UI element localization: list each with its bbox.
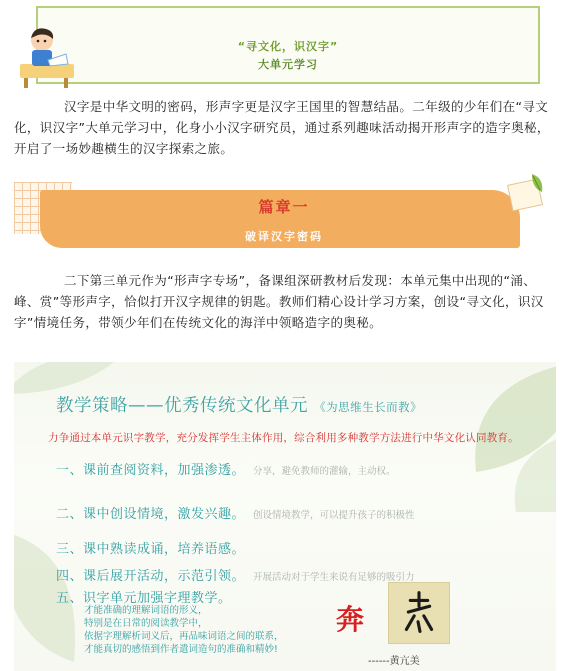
strategy-item-label: 四、课后展开活动，示范引领。: [56, 569, 246, 584]
chapter-title: 篇章一: [258, 198, 310, 216]
strategy-item-note: 创设情境教学，可以提升孩子的积极性: [253, 510, 415, 521]
chapter-header: [14, 168, 554, 258]
strategy-item-label: 三、课中熟读成诵，培养语感。: [56, 542, 246, 557]
strategy-item-note: 开展活动对于学生来说有足够的吸引力: [253, 572, 415, 583]
header-banner: [14, 6, 540, 86]
teaching-strategy-panel: [14, 362, 556, 671]
strategy-item-label: 二、课中创设情境，激发兴趣。: [56, 507, 246, 522]
sub-line: 依据字理解析词义后，再品味词语之间的联系，: [84, 631, 284, 642]
strategy-intro: 力争通过本单元识字教学，充分发挥学生主体作用，综合利用多种教学方法进行中华文化认同教育。: [48, 432, 519, 444]
strategy-item: [56, 459, 396, 478]
strategy-item-label: 一、课前查阅资料，加强渗透。: [56, 463, 246, 478]
banner-title: “寻文化，识汉字”: [237, 40, 339, 53]
calligraphy-glyph-image: [388, 582, 450, 644]
banner-subtitle: 大单元学习: [258, 58, 318, 71]
strategy-item-note: 分享，避免教师的灌输，主动权。: [253, 466, 396, 477]
sub-line: 才能真切的感悟到作者遣词造句的准确和精妙!: [84, 644, 278, 655]
strategy-title: [56, 392, 422, 417]
strategy-item: [56, 538, 245, 557]
strategy-item: [56, 503, 415, 522]
signature: ------黄亢美: [368, 656, 420, 667]
intro-paragraph: 汉字是中华文明的密码，形声字更是汉字王国里的智慧结晶。二年级的少年们在“寻文化，识汉字”大单元学习中，化身小小汉字研究员，通过系列趣味活动揭开形声字的造字奥秘，开启了一场妙趣横生的汉字探索之旅。: [14, 99, 550, 156]
banner-frame: [36, 6, 540, 84]
chapter-paragraph: 二下第三单元作为“形声字专场”，备课组深研教材后发现：本单元集中出现的“涌、峰、赏”等形声字，恰似打开汉字规律的钥匙。教师们精心设计学习方案，创设“寻文化，识汉字”情境任务，带领少年们在传统文化的海洋中领略造字的奥秘。: [14, 273, 544, 330]
example-character: 奔: [336, 603, 365, 636]
strategy-title-main: 教学策略——优秀传统文化单元: [56, 396, 308, 416]
sub-line: 特别是在日常的阅读教学中，: [84, 618, 208, 629]
strategy-sub-lines: [84, 604, 284, 656]
reading-child-illustration: [14, 24, 78, 90]
strategy-title-note: 《为思维生长而教》: [314, 400, 423, 414]
notecard-leaf-icon: [506, 170, 550, 214]
strategy-item-label: 五、识字单元加强字理教学。: [56, 591, 232, 606]
chapter-subtitle: 破译汉字密码: [245, 230, 323, 243]
strategy-item: [56, 565, 415, 584]
sub-line: 才能准确的理解词语的形义，: [84, 605, 208, 616]
